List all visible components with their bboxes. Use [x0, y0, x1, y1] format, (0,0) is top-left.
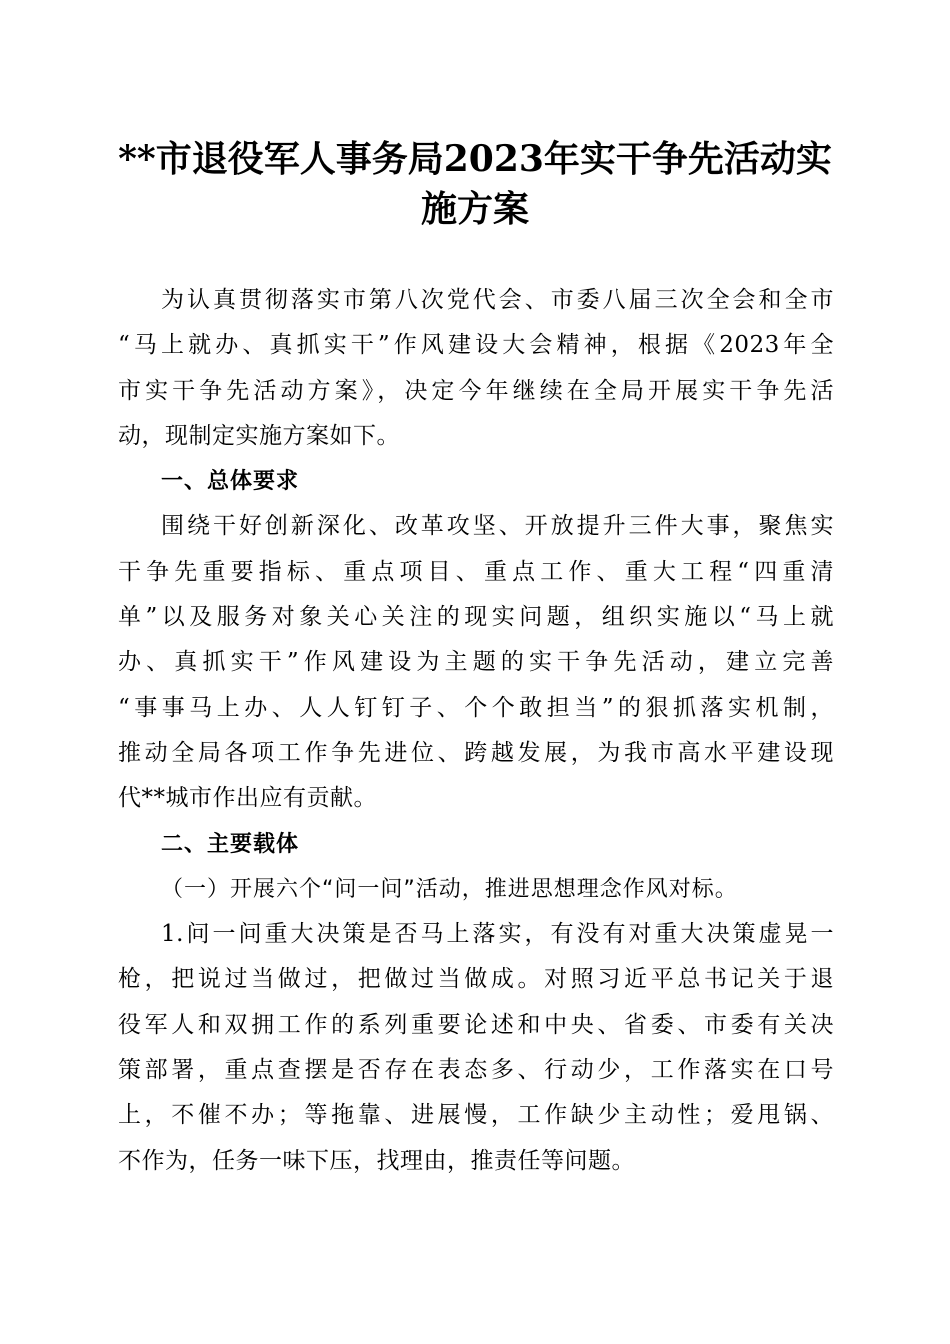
section-1-line: 围绕干好创新深化、改革攻坚、开放提升三件大事，聚焦实 [161, 513, 834, 540]
item-1-paragraph [118, 912, 834, 1184]
intro-line: 动，现制定实施方案如下。 [118, 422, 400, 449]
section-1-line: 代**城市作出应有贡献。 [118, 785, 377, 812]
section-2-subheading: （一）开展六个“问一问”活动，推进思想理念作风对标。 [161, 876, 738, 902]
intro-line: 市实干争先活动方案》，决定今年继续在全局开展实干争先活 [118, 377, 834, 404]
section-1-line: 单”以及服务对象关心关注的现实问题，组织实施以“马上就 [118, 604, 834, 631]
intro-paragraph [118, 278, 834, 459]
section-1-line: “事事马上办、人人钉钉子、个个敢担当”的狠抓落实机制， [118, 694, 834, 721]
section-1-paragraph [118, 504, 834, 821]
section-1-line: 干争先重要指标、重点项目、重点工作、重大工程“四重清 [118, 558, 834, 585]
intro-line: 为认真贯彻落实市第八次党代会、市委八届三次全会和全市 [161, 287, 834, 313]
item-1-line: 上，不催不办；等拖靠、进展慢，工作缺少主动性；爱甩锅、 [118, 1102, 834, 1129]
section-1-line: 推动全局各项工作争先进位、跨越发展，为我市高水平建设现 [118, 739, 834, 766]
item-1-line: 役军人和双拥工作的系列重要论述和中央、省委、市委有关决 [118, 1011, 834, 1038]
section-1-line: 办、真抓实干”作风建设为主题的实干争先活动，建立完善 [118, 649, 834, 676]
item-1-line: 不作为，任务一味下压，找理由，推责任等问题。 [118, 1147, 635, 1174]
item-1-line: 策部署，重点查摆是否存在表态多、行动少，工作落实在口号 [118, 1057, 834, 1084]
section-1-heading: 一、总体要求 [161, 469, 300, 495]
item-1-line: 1.问一问重大决策是否马上落实，有没有对重大决策虚晃一 [161, 921, 834, 948]
document-title-line-2: 施方案 [420, 188, 529, 230]
document-body [118, 278, 834, 1184]
intro-line: “马上就办、真抓实干”作风建设大会精神，根据《2023年全 [118, 332, 834, 359]
item-1-line: 枪，把说过当做过，把做过当做成。对照习近平总书记关于退 [118, 966, 834, 993]
section-2-heading: 二、主要载体 [161, 831, 300, 857]
document-title-line-1: **市退役军人事务局2023年实干争先活动实 [118, 138, 832, 180]
